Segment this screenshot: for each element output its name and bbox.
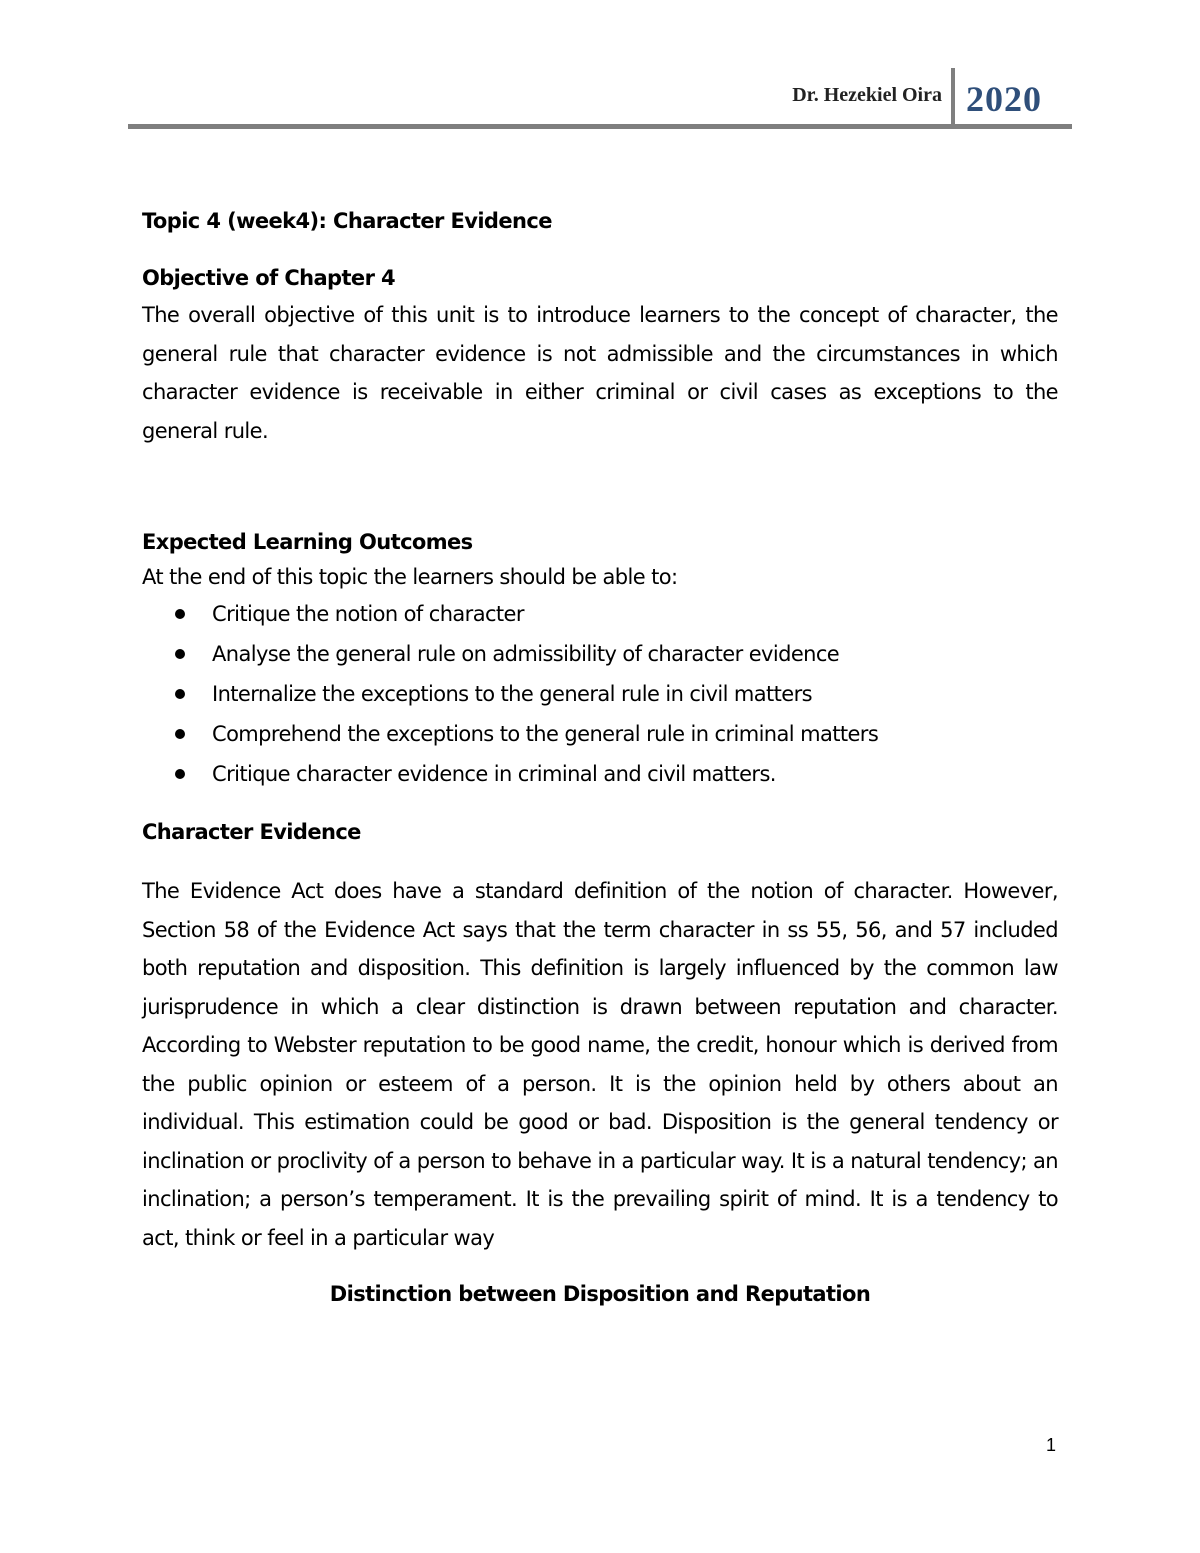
document-body: [142, 205, 1058, 1311]
page-number: 1: [1046, 1435, 1057, 1455]
bullet-icon: [175, 649, 185, 659]
list-item: [142, 634, 1058, 674]
bullet-icon: [175, 609, 185, 619]
outcome-text: Internalize the exceptions to the general rule in civil matters: [212, 682, 812, 706]
outcomes-list: [142, 594, 1058, 794]
page-header: [128, 68, 1072, 132]
topic-title: Topic 4 (week4): Character Evidence: [142, 209, 552, 233]
objective-text: The overall objective of this unit is to introduce learners to the concept of character, the general rule that character evidence is not admissible and the circumstances in which character evidence is receivable in either criminal or civil cases as exceptions to the general rule.: [142, 303, 1058, 443]
bullet-icon: [175, 729, 185, 739]
outcome-text: Critique the notion of character: [212, 602, 524, 626]
outcomes-intro: At the end of this topic the learners should be able to:: [142, 565, 678, 589]
bullet-icon: [175, 689, 185, 699]
header-divider: [951, 68, 955, 128]
character-text: The Evidence Act does have a standard definition of the notion of character. However, Section 58 of the Evidence Act says that the term character in ss 55, 56, and 57 included both reputation and disposition. This definition is largely influenced by the common law jurisprudence in which a clear distinction is drawn between reputation and character. According to Webster reputation to be good name, the credit, honour which is derived from the public opinion or esteem of a person. It is the opinion held by others about an individual. This estimation could be good or bad. Disposition is the general tendency or inclination or proclivity of a person to behave in a particular way. It is a natural tendency; an inclination; a person’s temperament. It is the prevailing spirit of mind. It is a tendency to act, think or feel in a particular way: [142, 879, 1058, 1250]
character-heading: Character Evidence: [142, 820, 361, 844]
distinction-heading: Distinction between Disposition and Reputation: [329, 1282, 871, 1306]
bullet-icon: [175, 769, 185, 779]
objective-heading: Objective of Chapter 4: [142, 266, 396, 290]
outcome-text: Critique character evidence in criminal and civil matters.: [212, 762, 776, 786]
header-rule: [128, 124, 1072, 129]
list-item: [142, 674, 1058, 714]
outcomes-heading: Expected Learning Outcomes: [142, 530, 473, 554]
header-year: 2020: [966, 79, 1042, 119]
list-item: [142, 754, 1058, 794]
list-item: [142, 714, 1058, 754]
list-item: [142, 594, 1058, 634]
header-author: Dr. Hezekiel Oira: [792, 84, 942, 106]
outcome-text: Comprehend the exceptions to the general rule in criminal matters: [212, 722, 879, 746]
outcome-text: Analyse the general rule on admissibility of character evidence: [212, 642, 840, 666]
